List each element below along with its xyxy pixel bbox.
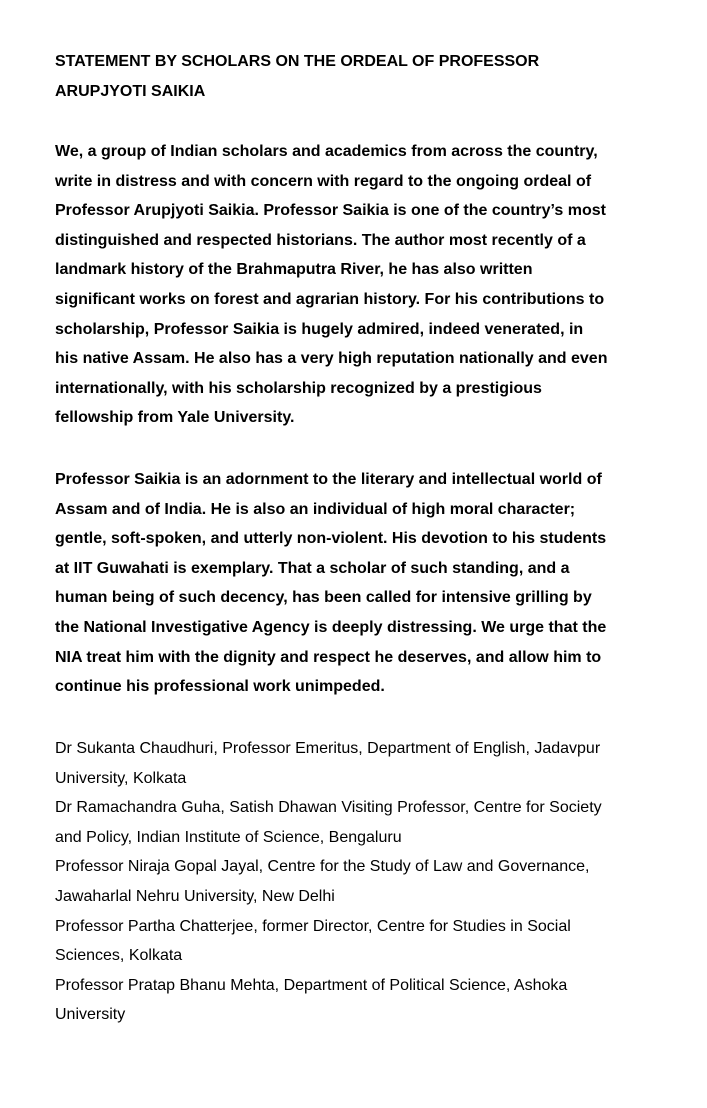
signatory-line: Dr Ramachandra Guha, Satish Dhawan Visiting Professor, Centre for Society [55,799,602,817]
text-line: NIA treat him with the dignity and respect he deserves, and allow him to [55,648,602,666]
text-line: gentle, soft-spoken, and utterly non-violent. His devotion to his students [55,530,607,548]
signatory-line: Professor Pratap Bhanu Mehta, Department of Political Science, Ashoka [55,976,568,994]
signatory-line: University, Kolkata [55,769,187,787]
text-line: landmark history of the Brahmaputra River, he has also written [55,261,533,279]
text-line: fellowship from Yale University. [55,409,295,427]
text-line: his native Assam. He also has a very high reputation nationally and even [55,350,608,368]
text-line: write in distress and with concern with regard to the ongoing ordeal of [55,172,592,190]
statement-paragraph-1 [55,137,665,433]
signatory-line: Dr Sukanta Chaudhuri, Professor Emeritus, Department of English, Jadavpur [55,740,601,757]
signatory-line: and Policy, Indian Institute of Science, Bengaluru [55,828,402,846]
text-line: the National Investigative Agency is deeply distressing. We urge that the [55,618,607,636]
text-line: human being of such decency, has been called for intensive grilling by [55,589,592,607]
signatory-line: Jawaharlal Nehru University, New Delhi [55,887,335,905]
text-line: at IIT Guwahati is exemplary. That a scholar of such standing, and a [55,559,570,577]
signatory-line: Sciences, Kolkata [55,947,183,965]
signatory-line: Professor Niraja Gopal Jayal, Centre for the Study of Law and Governance, [55,858,590,876]
statement-title [55,47,665,106]
title-line: STATEMENT BY SCHOLARS ON THE ORDEAL OF PROFESSOR [55,53,540,70]
text-line: significant works on forest and agrarian history. For his contributions to [55,290,605,308]
text-line: Professor Saikia is an adornment to the literary and intellectual world of [55,471,602,488]
statement-paragraph-2 [55,465,665,702]
text-line: distinguished and respected historians. The author most recently of a [55,231,586,249]
title-line: ARUPJYOTI SAIKIA [55,82,206,100]
text-line: Professor Arupjyoti Saikia. Professor Saikia is one of the country’s most [55,202,606,220]
signatory-line: Professor Partha Chatterjee, former Director, Centre for Studies in Social [55,917,571,935]
text-line: scholarship, Professor Saikia is hugely admired, indeed venerated, in [55,320,584,338]
text-line: continue his professional work unimpeded. [55,678,385,696]
text-line: Assam and of India. He is also an individual of high moral character; [55,500,576,518]
text-line: internationally, with his scholarship recognized by a prestigious [55,379,542,397]
signatories-list [55,734,675,1030]
signatory-line: University [55,1006,126,1024]
text-line: We, a group of Indian scholars and academics from across the country, [55,143,598,160]
